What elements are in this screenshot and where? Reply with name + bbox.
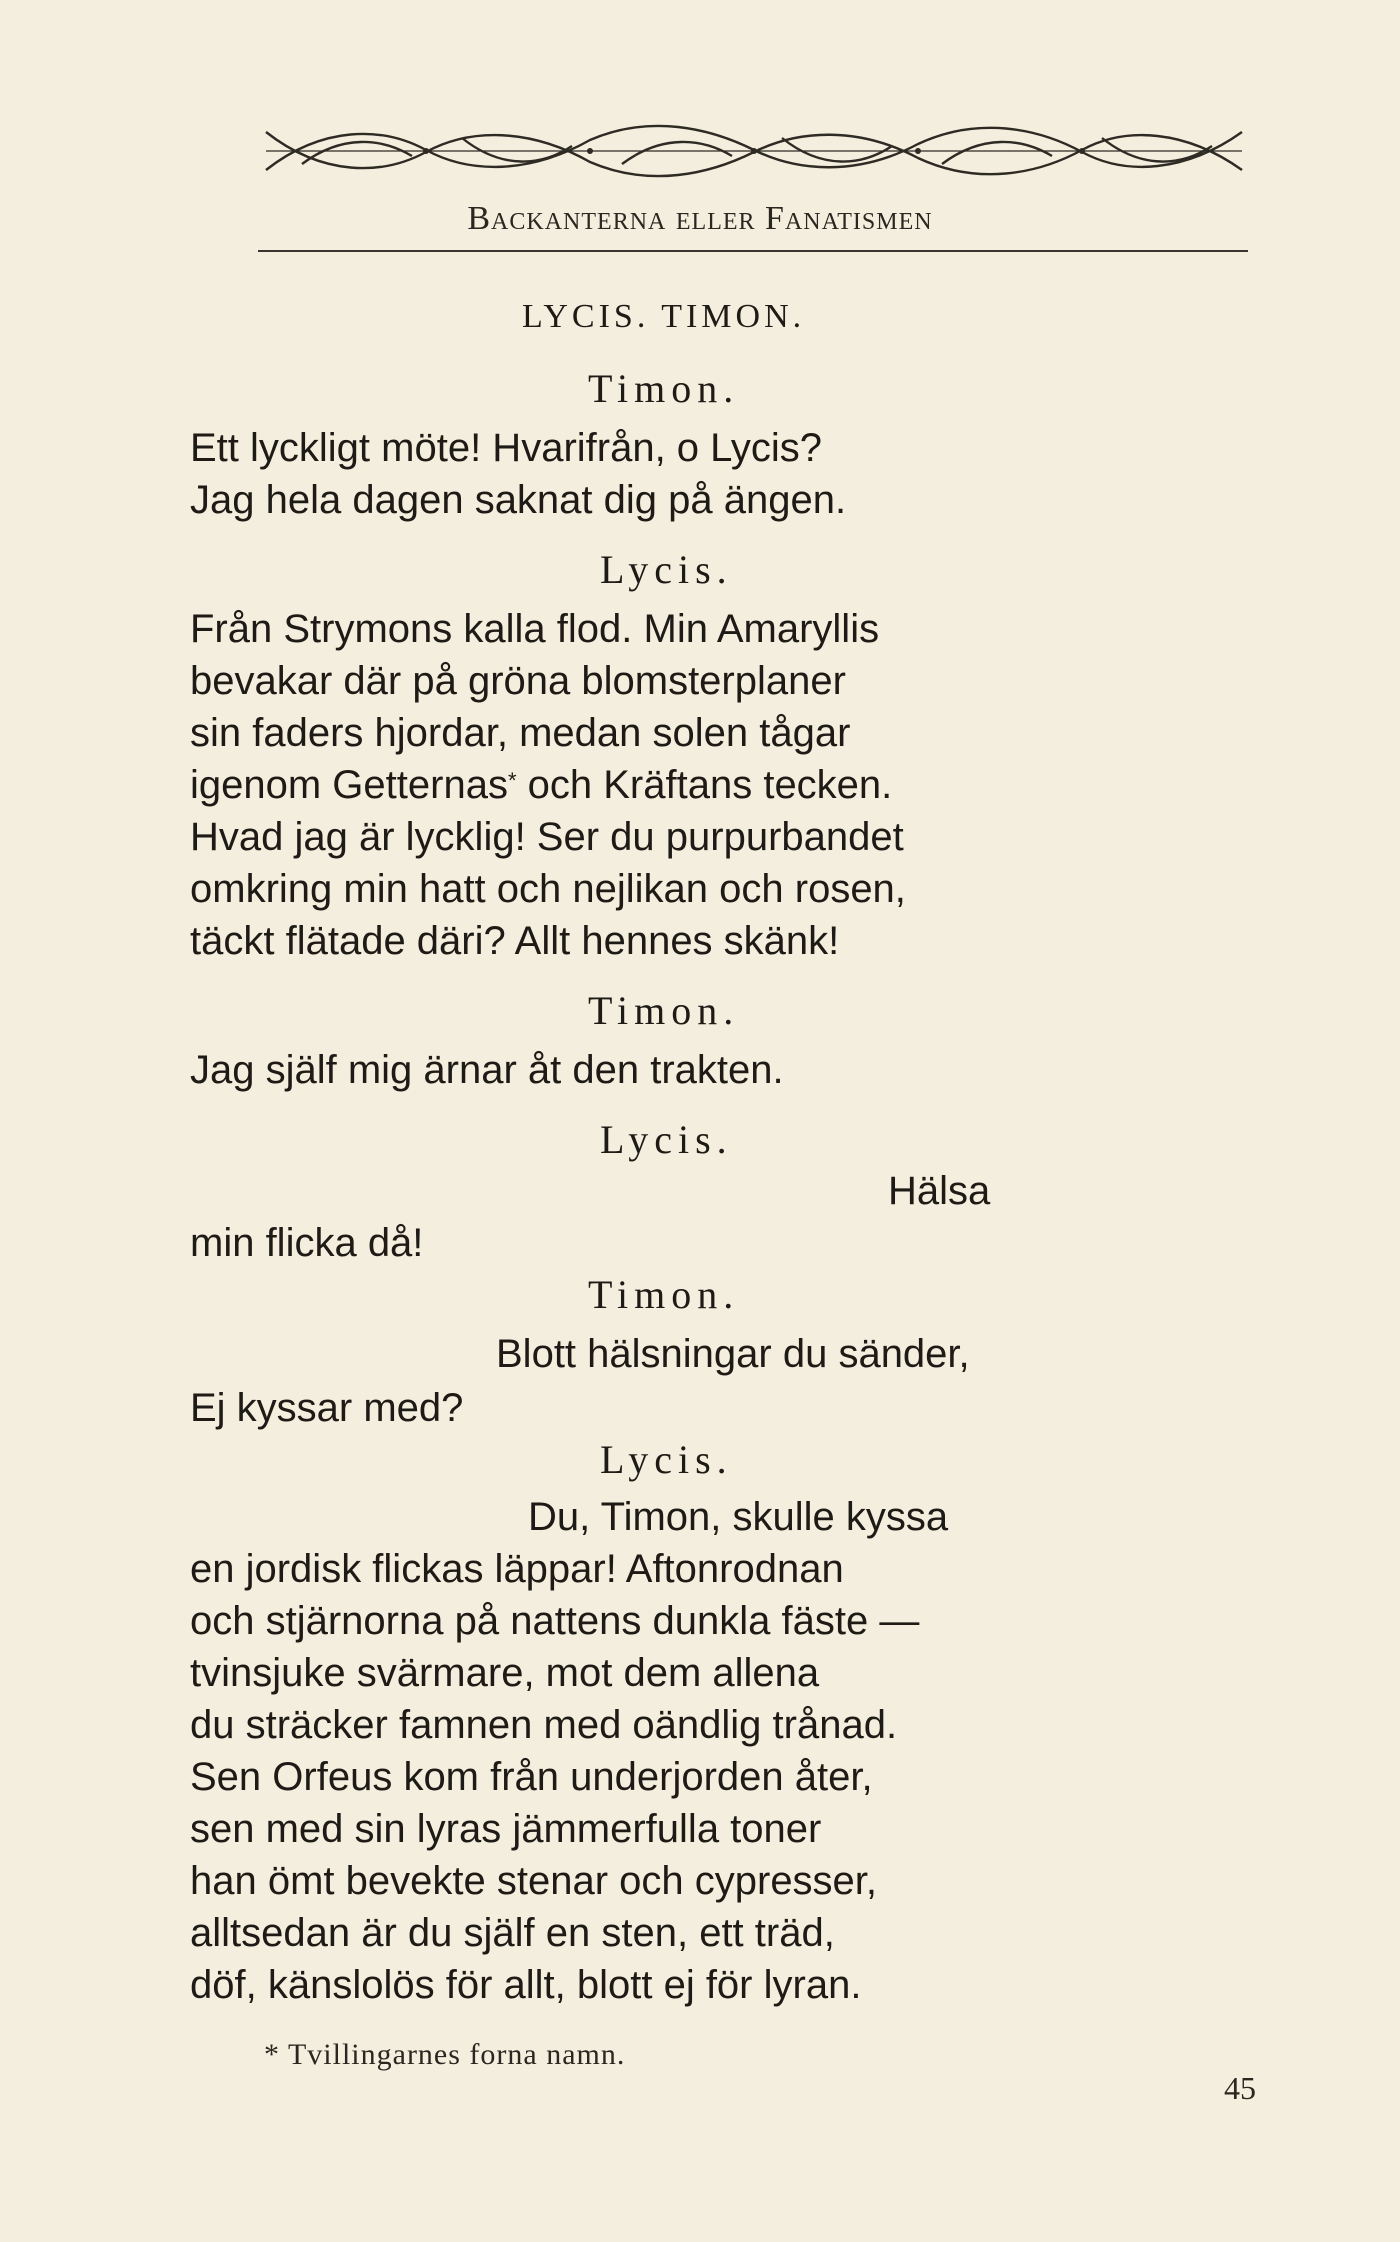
verse-line: bevakar där på gröna blomsterplaner bbox=[190, 659, 846, 703]
verse-line: en jordisk flickas läppar! Aftonrodnan bbox=[190, 1547, 844, 1591]
verse-line-part: och Kräftans tecken. bbox=[527, 763, 893, 807]
scene-cast: LYCIS. TIMON. bbox=[522, 298, 806, 335]
verse-line: och stjärnorna på nattens dunkla fäste — bbox=[190, 1599, 920, 1643]
verse-line: Ett lyckligt möte! Hvarifrån, o Lycis? bbox=[190, 426, 823, 470]
running-header: Backanterna eller Fanatismen bbox=[467, 200, 933, 237]
verse-line: omkring min hatt och nejlikan och rosen, bbox=[190, 867, 906, 911]
verse-line: tvinsjuke svärmare, mot dem allena bbox=[190, 1651, 820, 1695]
header-rule bbox=[258, 250, 1248, 252]
page-number: 45 bbox=[1224, 2070, 1256, 2106]
verse-line: täckt flätade däri? Allt hennes skänk! bbox=[190, 919, 840, 963]
speaker-heading: Lycis. bbox=[600, 547, 733, 592]
footnote: * Tvillingarnes forna namn. bbox=[264, 2038, 626, 2071]
verse-line: Hälsa bbox=[888, 1169, 991, 1213]
verse-line: min flicka då! bbox=[190, 1221, 424, 1265]
verse-line: sin faders hjordar, medan solen tågar bbox=[190, 711, 851, 755]
speaker-heading: Timon. bbox=[588, 366, 740, 411]
verse-line: du sträcker famnen med oändlig trånad. bbox=[190, 1703, 898, 1747]
footnote-marker: * bbox=[507, 768, 517, 793]
verse-line: Ej kyssar med? bbox=[190, 1386, 464, 1430]
verse-line: han ömt bevekte stenar och cypresser, bbox=[190, 1859, 878, 1903]
verse-line: Blott hälsningar du sänder, bbox=[496, 1332, 970, 1376]
verse-line: Från Strymons kalla flod. Min Amaryllis bbox=[190, 607, 880, 651]
speaker-heading: Lycis. bbox=[600, 1117, 733, 1162]
verse-line: alltsedan är du själf en sten, ett träd, bbox=[190, 1911, 835, 1955]
verse-line-part: igenom Getternas bbox=[190, 763, 508, 807]
verse-line: sen med sin lyras jämmerfulla toner bbox=[190, 1807, 822, 1851]
speaker-heading: Lycis. bbox=[600, 1437, 733, 1482]
verse-line: Jag själf mig ärnar åt den trakten. bbox=[190, 1048, 784, 1092]
verse-line: Hvad jag är lycklig! Ser du purpurbandet bbox=[190, 815, 904, 859]
speaker-heading: Timon. bbox=[588, 1272, 740, 1317]
speaker-heading: Timon. bbox=[588, 988, 740, 1033]
verse-line bbox=[190, 762, 892, 808]
verse-line: Jag hela dagen saknat dig på ängen. bbox=[190, 478, 847, 522]
ornament-band bbox=[262, 120, 1246, 182]
verse-line: döf, känslolös för allt, blott ej för lyran. bbox=[190, 1963, 862, 2007]
verse-line: Du, Timon, skulle kyssa bbox=[528, 1495, 949, 1539]
verse-line: Sen Orfeus kom från underjorden åter, bbox=[190, 1755, 873, 1799]
